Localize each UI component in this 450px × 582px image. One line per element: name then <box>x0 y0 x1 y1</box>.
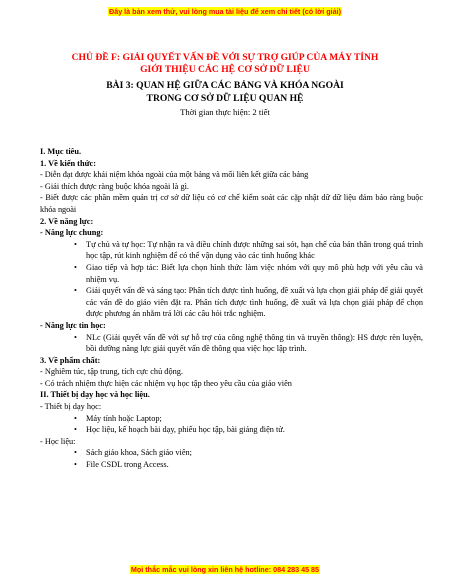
bullet-icon: • <box>74 460 77 470</box>
topic-title-line-2: GIỚI THIỆU CÁC HỆ CƠ SỞ DỮ LIỆU <box>140 64 310 75</box>
list-item: • Tự chủ và tự học: Tự nhận ra và điều chỉnh được những sai sót, hạn chế của bản thân trong quá trình học tập, rút kinh nghiệm để có thể vận dụng vào các tình huống khác <box>74 239 423 261</box>
heading-it-competence: - Năng lực tin học: <box>40 320 106 330</box>
duration-text: Thời gian thực hiện: 2 tiết <box>180 107 270 117</box>
quality-item-1: - Nghiêm túc, tập trung, tích cực chủ động. <box>40 367 183 377</box>
heading-competence: 2. Về năng lực: <box>40 216 94 226</box>
bullet-icon: • <box>74 425 77 435</box>
bullet-icon: • <box>74 239 77 249</box>
heading-general-competence: - Năng lực chung: <box>40 228 104 238</box>
hotline-banner: Mọi thắc mắc vui lòng xin liên hệ hotline: 084 283 45 85 <box>130 565 320 574</box>
list-item: • Máy tính hoặc Laptop; <box>74 413 162 423</box>
bullet-icon: • <box>74 448 77 458</box>
knowledge-item-3: - Biết được các phần mềm quản trị cơ sở dữ liệu có cơ chế kiểm soát các cặp nhật dữ dữ liệu đảm bảo ràng buộc khóa ngoài <box>40 193 423 214</box>
list-item: • File CSDL trong Access. <box>74 460 169 470</box>
quality-item-2: - Có trách nhiệm thực hiện các nhiệm vụ học tập theo yêu cầu của giáo viên <box>40 378 292 388</box>
preview-banner: Đây là bản xem thử, vui lòng mua tài liệu để xem chi tiết (có lời giải) <box>109 7 341 16</box>
heading-teaching-equipment: - Thiết bị dạy học: <box>40 402 102 412</box>
list-item: • Giải quyết vấn đề và sáng tạo: Phân tích được tình huống, đề xuất và lựa chọn giải pháp để giải quyết các vấn đề do giáo viên đặt ra. Phân tích được tình huống, đề xuất và lựa chọn giải pháp để chọn được phương án nhằm trả lời các câu hỏi trắc nghiệm. <box>74 286 423 319</box>
knowledge-item-2: - Giải thích được ràng buộc khóa ngoài là gì. <box>40 181 189 191</box>
topic-title-line-1: CHỦ ĐỀ F: GIẢI QUYẾT VẤN ĐỀ VỚI SỰ TRỢ GIÚP CỦA MÁY TÍNH <box>71 52 379 63</box>
heading-qualities: 3. Về phẩm chất: <box>40 355 101 365</box>
list-item: • Học liệu, kế hoạch bài dạy, phiếu học tập, bài giảng điện tử. <box>74 425 285 435</box>
section-objectives: I. Mục tiêu. <box>40 147 82 156</box>
heading-knowledge: 1. Về kiến thức: <box>40 158 96 168</box>
heading-materials: - Học liệu: <box>40 436 76 446</box>
lesson-title-line-2: TRONG CƠ SỞ DỮ LIỆU QUAN HỆ <box>146 93 304 104</box>
list-item: • Sách giáo khoa, Sách giáo viên; <box>74 448 192 458</box>
knowledge-item-1: - Diễn đạt được khái niệm khóa ngoài của một bảng và mối liên kết giữa các bảng <box>40 170 309 180</box>
bullet-icon: • <box>74 262 77 272</box>
lesson-content <box>40 146 423 471</box>
bullet-icon: • <box>74 332 77 342</box>
lesson-title-line-1: BÀI 3: QUAN HỆ GIỮA CÁC BẢNG VÀ KHÓA NGOÀI <box>106 80 344 91</box>
list-item: • NLc (Giải quyết vấn đề với sự hỗ trợ của công nghệ thông tin và truyền thông): HS được rèn luyện, bồi dưỡng năng lực giải quyết vấn đề thông qua việc học lập trình. <box>74 332 423 354</box>
list-item: • Giao tiếp và hợp tác: Biết lựa chọn hình thức làm việc nhóm với quy mô phù hợp với yêu cầu và nhiệm vụ. <box>74 262 423 284</box>
section-equipment: II. Thiết bị dạy học và học liệu. <box>40 390 150 400</box>
bullet-icon: • <box>74 413 77 423</box>
bullet-icon: • <box>74 286 77 296</box>
